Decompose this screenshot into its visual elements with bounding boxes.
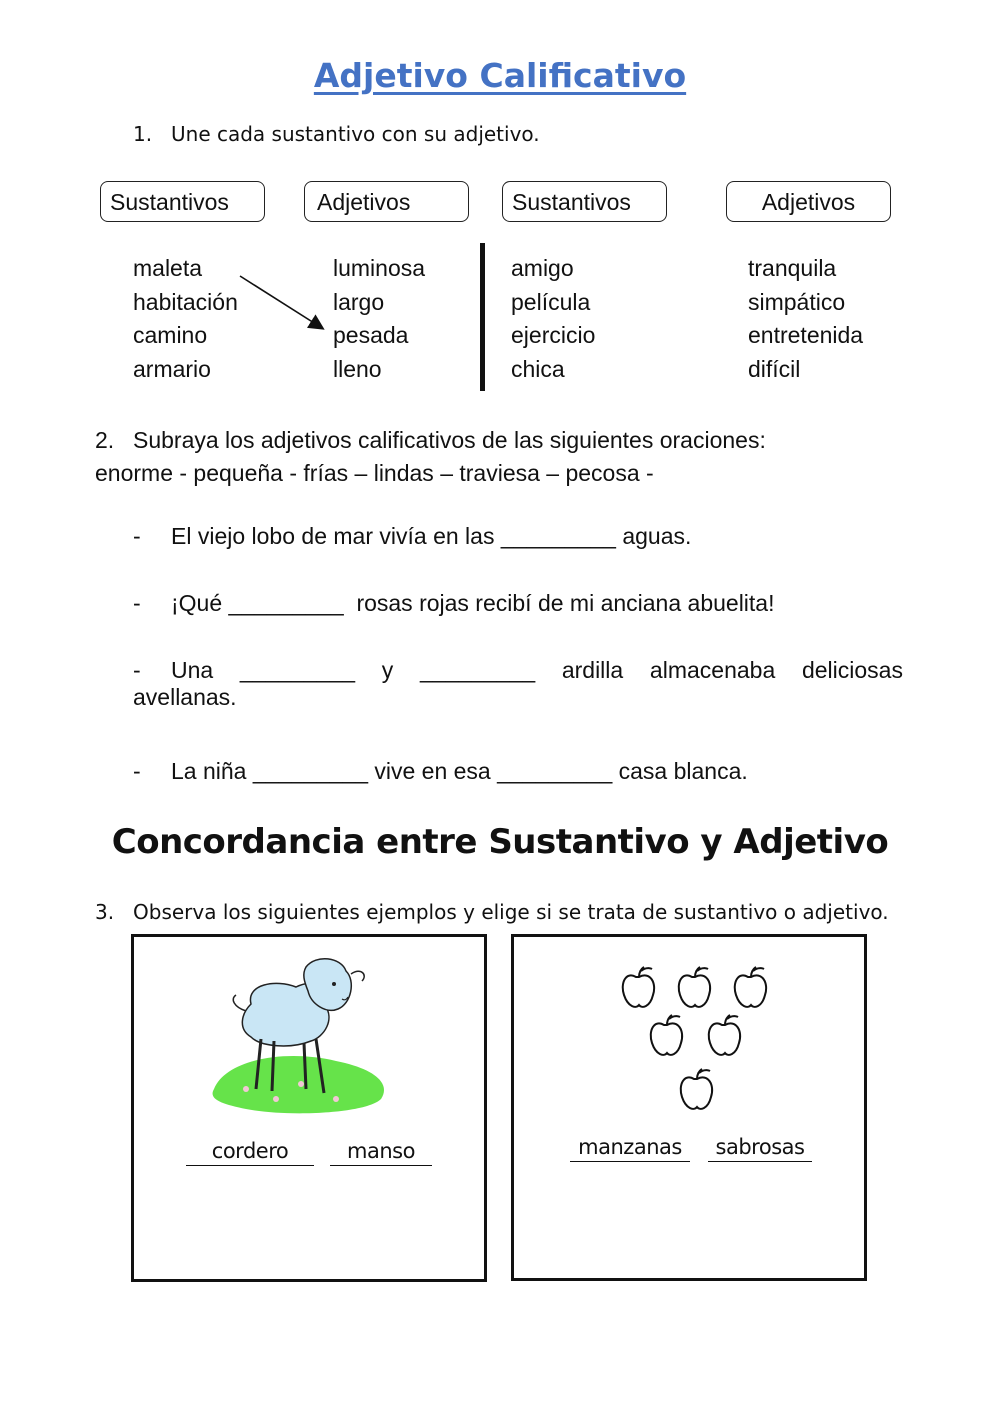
- bullet-dash: -: [133, 758, 141, 784]
- blank-field[interactable]: _________: [252, 758, 368, 784]
- example-card-lamb: [131, 934, 487, 1282]
- blank-field[interactable]: _________: [419, 657, 536, 683]
- sentence-3: [133, 657, 903, 711]
- adjective-label[interactable]: manso: [330, 1139, 432, 1166]
- word-item[interactable]: luminosa: [333, 255, 426, 281]
- word-item[interactable]: lleno: [333, 355, 382, 382]
- header-adjetivos-1: Adjetivos: [304, 181, 469, 222]
- word-item[interactable]: maleta: [133, 255, 203, 281]
- word-item[interactable]: habitación: [133, 288, 238, 315]
- exercise-3-instruction: [95, 900, 889, 924]
- word-item[interactable]: pesada: [333, 322, 409, 348]
- adjective-label[interactable]: sabrosas: [708, 1135, 812, 1162]
- sentence-text: avellanas.: [133, 684, 237, 710]
- exercise-3-number: 3.: [95, 900, 115, 924]
- sentence-text: rosas rojas recibí de mi anciana abuelita!: [356, 590, 775, 616]
- blank-field[interactable]: _________: [500, 523, 616, 549]
- sentence-text: y: [381, 657, 394, 683]
- exercise-2-text: Subraya los adjetivos calificativos de las siguientes oraciones:: [133, 427, 766, 453]
- word-item[interactable]: chica: [511, 355, 565, 382]
- section-title: Concordancia entre Sustantivo y Adjetivo: [111, 822, 889, 862]
- example-card-apples: [511, 934, 867, 1281]
- exercise-2-number: 2.: [95, 427, 115, 453]
- noun-label[interactable]: cordero: [186, 1139, 314, 1166]
- word-item[interactable]: ejercicio: [511, 322, 596, 348]
- column-divider: [480, 243, 485, 391]
- sentence-text: deliciosas: [801, 657, 903, 683]
- word-item[interactable]: simpático: [748, 288, 846, 315]
- word-item[interactable]: difícil: [748, 355, 801, 382]
- sentence-2: [133, 590, 775, 617]
- sentence-4: [133, 758, 748, 785]
- column-adjectives-2: [748, 252, 863, 386]
- exercise-3-text: Observa los siguientes ejemplos y elige si se trata de sustantivo o adjetivo.: [133, 900, 889, 924]
- exercise-1-instruction: [133, 122, 540, 146]
- sentence-text: casa blanca.: [618, 758, 748, 784]
- blank-field[interactable]: _________: [239, 657, 356, 683]
- bullet-dash: -: [133, 657, 141, 683]
- exercise-2: [95, 424, 766, 490]
- lamb-icon: [206, 949, 416, 1119]
- bullet-dash: -: [133, 523, 141, 549]
- exercise-1-number: 1.: [133, 122, 153, 146]
- blank-field[interactable]: _________: [497, 758, 613, 784]
- word-item[interactable]: tranquila: [748, 255, 837, 281]
- sentence-text: ardilla: [561, 657, 624, 683]
- sentence-text: Una: [171, 657, 214, 683]
- bullet-dash: -: [133, 590, 141, 616]
- blank-field[interactable]: _________: [228, 590, 344, 616]
- sentence-text: ¡Qué: [171, 590, 223, 616]
- word-item[interactable]: entretenida: [748, 322, 864, 348]
- word-item[interactable]: camino: [133, 322, 208, 348]
- word-item[interactable]: largo: [333, 288, 385, 315]
- word-item[interactable]: armario: [133, 355, 211, 382]
- page-title: Adjetivo Calificativo: [313, 56, 687, 95]
- sentence-1: [133, 523, 691, 550]
- sentence-text: La niña: [171, 758, 247, 784]
- header-adjetivos-2: Adjetivos: [726, 181, 891, 222]
- apples-icon: [614, 963, 774, 1118]
- header-sustantivos-2: Sustantivos: [502, 181, 667, 222]
- sentence-text: El viejo lobo de mar vivía en las: [171, 523, 495, 549]
- sentence-text: aguas.: [622, 523, 692, 549]
- sentence-text: almacenaba: [649, 657, 776, 683]
- column-adjectives-1: [333, 252, 425, 386]
- exercise-1-text: Une cada sustantivo con su adjetivo.: [171, 122, 540, 146]
- word-item[interactable]: amigo: [511, 255, 574, 281]
- match-arrow-icon: [236, 270, 332, 336]
- column-nouns-2: [511, 252, 595, 386]
- word-bank: enorme - pequeña - frías – lindas – traviesa – pecosa -: [95, 460, 654, 486]
- column-nouns-1: [133, 252, 238, 386]
- header-sustantivos-1: Sustantivos: [100, 181, 265, 222]
- noun-label[interactable]: manzanas: [570, 1135, 690, 1162]
- sentence-text: vive en esa: [374, 758, 491, 784]
- word-item[interactable]: película: [511, 288, 591, 315]
